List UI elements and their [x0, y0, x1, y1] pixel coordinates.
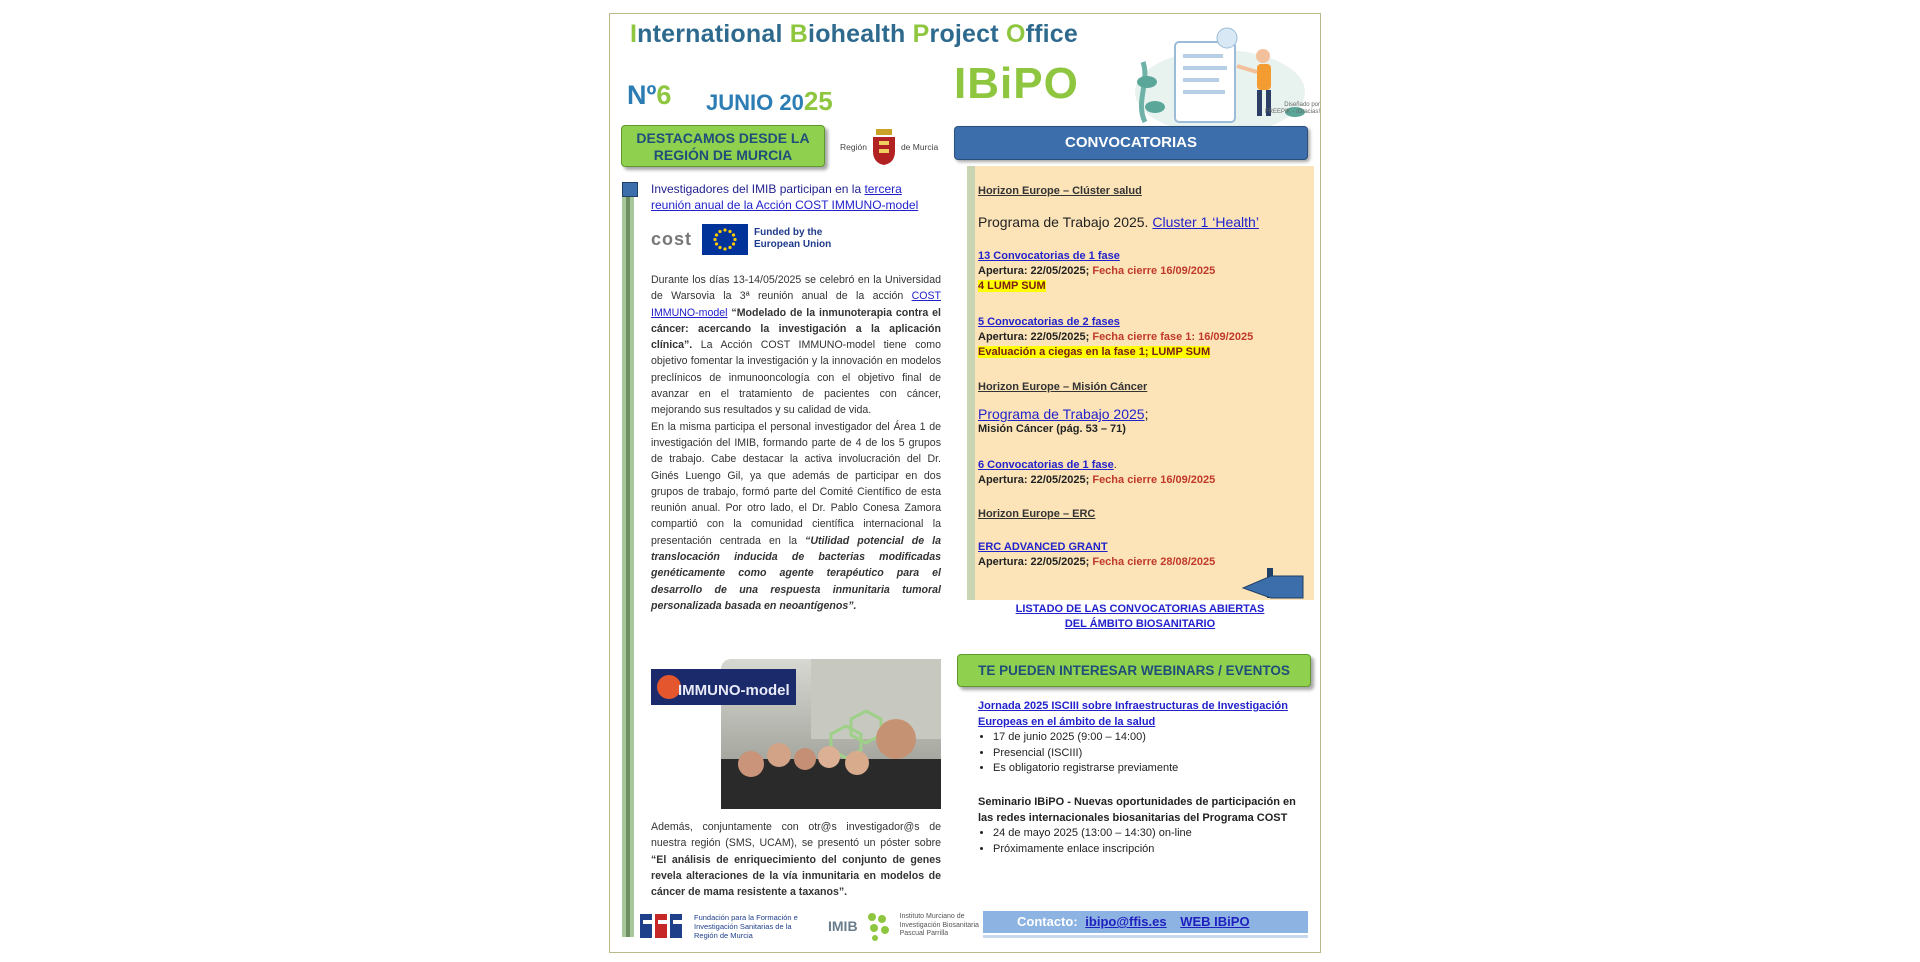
eu-funded-logo: [702, 224, 844, 255]
webinars-eventos-header: TE PUEDEN INTERESAR WEBINARS / EVENTOS: [957, 654, 1311, 687]
pointing-arrow-icon: [1241, 564, 1307, 602]
cluster-health-link[interactable]: Cluster 1 ‘Health’: [1152, 214, 1259, 230]
brand-logo: IBiPO: [954, 59, 1079, 108]
paragraph-2: En la misma participa el personal investigador del Área 1 de investigación del IMIB, formando parte de 4 de los 5 grupos de trabajo. Cabe destacar la activa involucración del Dr. Ginés Luengo Gil, ya que además de participar en dos grupos de trabajo, formó parte del Comité Científico de esta reunión anual. Por otro lado, el Dr. Pablo Conesa Zamora compartió con la comunidad científica internacional la presentación centrada en la “Utilidad potencial de la translocación inducida de bacterias modificadas genéticamente como agente terapéutico para el desarrollo de una respuesta inmunitaria tumoral personalizada basada en neoantígenos”.: [651, 420, 941, 612]
convocatorias-header: CONVOCATORIAS: [954, 126, 1308, 160]
web-ibipo-link[interactable]: WEB IBiPO: [1180, 914, 1250, 929]
ffis-logo-text: Fundación para la Formación e Investigación Sanitarias de la Región de Murcia: [694, 912, 798, 940]
bullet-square-icon: [622, 182, 638, 197]
article-headline-link[interactable]: tercera reunión anual de la Acción COST IMMUNO-model: [651, 182, 919, 212]
contact-bar: [983, 911, 1308, 933]
imib-logo-text: IMIB: [828, 918, 858, 934]
listado-convocatorias-link[interactable]: LISTADO DE LAS CONVOCATORIAS ABIERTAS DEL ÁMBITO BIOSANITARIO: [1015, 603, 1265, 630]
eu-funded-text: Funded by the European Union: [754, 227, 832, 250]
conv-5-link[interactable]: 5 Convocatorias de 2 fases: [978, 316, 1120, 328]
jornada-details-list: [978, 730, 1298, 777]
article-body-1: [651, 272, 941, 614]
footer-logos: [640, 906, 1000, 946]
convocatoria-6-1-fase: 6 Convocatorias de 1 fase. Apertura: 22/05/2025; Fecha cierre 16/09/2025: [978, 459, 1216, 486]
list-item: • Próximamente enlace inscripción: [993, 842, 1298, 858]
list-item: • 24 de mayo 2025 (13:00 – 14:30) on-line: [993, 826, 1298, 842]
imib-dots-icon: [866, 911, 892, 941]
contact-email-link[interactable]: ibipo@ffis.es: [1085, 914, 1167, 929]
murcia-crest-icon: [871, 129, 897, 165]
newsletter-page: [609, 13, 1321, 953]
funding-logos: [651, 222, 941, 256]
region-logo-text-left: Región: [840, 142, 867, 152]
imib-long-text: Instituto Murciano de Investigación Biosanitaria Pascual Parrilla: [899, 913, 979, 938]
programa-trabajo-cluster: Programa de Trabajo 2025. Cluster 1 ‘Health’: [978, 214, 1259, 230]
mision-cancer-heading: Horizon Europe – Misión Cáncer: [978, 381, 1148, 393]
contact-divider: [983, 935, 1308, 938]
list-item: • Presencial (ISCIII): [993, 746, 1298, 762]
immuno-model-photo-label: IMMUNO-model: [678, 682, 790, 699]
jornada-isciii-link[interactable]: Jornada 2025 ISCIII sobre Infraestructuras de Investigación Europeas en el ámbito de la salud: [978, 700, 1288, 728]
seminario-details-list: [978, 826, 1298, 857]
eu-flag-icon: [702, 224, 748, 255]
erc-advanced-link[interactable]: ERC ADVANCED GRANT: [978, 541, 1108, 553]
region-murcia-logo: [840, 127, 938, 167]
event-jornada-isciii: [978, 699, 1298, 777]
erc-advanced-grant: ERC ADVANCED GRANT Apertura: 22/05/2025; Fecha cierre 28/08/2025: [978, 541, 1216, 568]
convocatoria-13-1-fase: 13 Convocatorias de 1 fase Apertura: 22/05/2025; Fecha cierre 16/09/2025 4 LUMP SUM: [978, 250, 1216, 292]
event-seminario-ibipo: [978, 795, 1298, 857]
programa-trabajo-cancer: Programa de Trabajo 2025; Misión Cáncer (pág. 53 – 71): [978, 406, 1149, 435]
article-headline: Investigadores del IMIB participan en la tercera reunión anual de la Acción COST IMMUNO-model: [651, 182, 919, 212]
newsletter-title: International Biohealth Project Office: [630, 20, 1079, 48]
contact-label: Contacto:: [1017, 914, 1078, 929]
programa-trabajo-2025-link[interactable]: Programa de Trabajo 2025: [978, 406, 1145, 422]
conv-13-link[interactable]: 13 Convocatorias de 1 fase: [978, 250, 1120, 262]
left-sidebar-inner-bar: [626, 185, 630, 937]
region-logo-text-right: de Murcia: [900, 142, 939, 152]
illustration-credit: Diseñado por FREEPIK - /Gracias!: [1264, 102, 1320, 115]
cluster-salud-heading: Horizon Europe – Clúster salud: [978, 185, 1142, 197]
issue-number: Nº6: [627, 80, 672, 110]
list-item: • 17 de junio 2025 (9:00 – 14:00): [993, 730, 1298, 746]
seminario-title: Seminario IBiPO - Nuevas oportunidades de participación en las redes internacionales biosanitarias del Programa COST: [978, 796, 1296, 824]
conv-6-link[interactable]: 6 Convocatorias de 1 fase: [978, 459, 1114, 471]
cost-logo: cost: [651, 228, 693, 249]
destacamos-header: DESTACAMOS DESDE LA REGIÓN DE MURCIA: [621, 125, 825, 167]
convocatoria-5-2-fases: 5 Convocatorias de 2 fases Apertura: 22/05/2025; Fecha cierre fase 1: 16/09/2025 Evaluación a ciegas en la fase 1; LUMP SUM: [978, 316, 1254, 358]
ffis-logo-icon: [640, 912, 686, 940]
article-body-2: Además, conjuntamente con otr@s investigador@s de nuestra región (SMS, UCAM), se presentó un póster sobre “El análisis de enriquecimiento del conjunto de genes revela alteraciones de la vía inmunitaria en modelos de cáncer de mama resistente a taxanos”.: [651, 821, 941, 899]
cost-immuno-link[interactable]: COST IMMUNO-model: [651, 290, 941, 319]
paragraph-1: Durante los días 13-14/05/2025 se celebró en la Universidad de Warsovia la 3ª reunión anual de la acción COST IMMUNO-model “Modelado de la inmunoterapia contra el cáncer: acercando la investigación a la aplicación clínica”. La Acción COST IMMUNO-model tiene como objetivo fomentar la investigación y la innovación en modelos preclínicos de inmunooncología con el objetivo final de avanzar en el tratamiento de pacientes con cáncer, mejorando sus resultados y su calidad de vida.: [651, 274, 941, 417]
issue-date: JUNIO 2025: [706, 86, 833, 116]
erc-heading: Horizon Europe – ERC: [978, 508, 1096, 520]
header-illustration: [1125, 22, 1315, 134]
list-item: • Es obligatorio registrarse previamente: [993, 761, 1298, 777]
